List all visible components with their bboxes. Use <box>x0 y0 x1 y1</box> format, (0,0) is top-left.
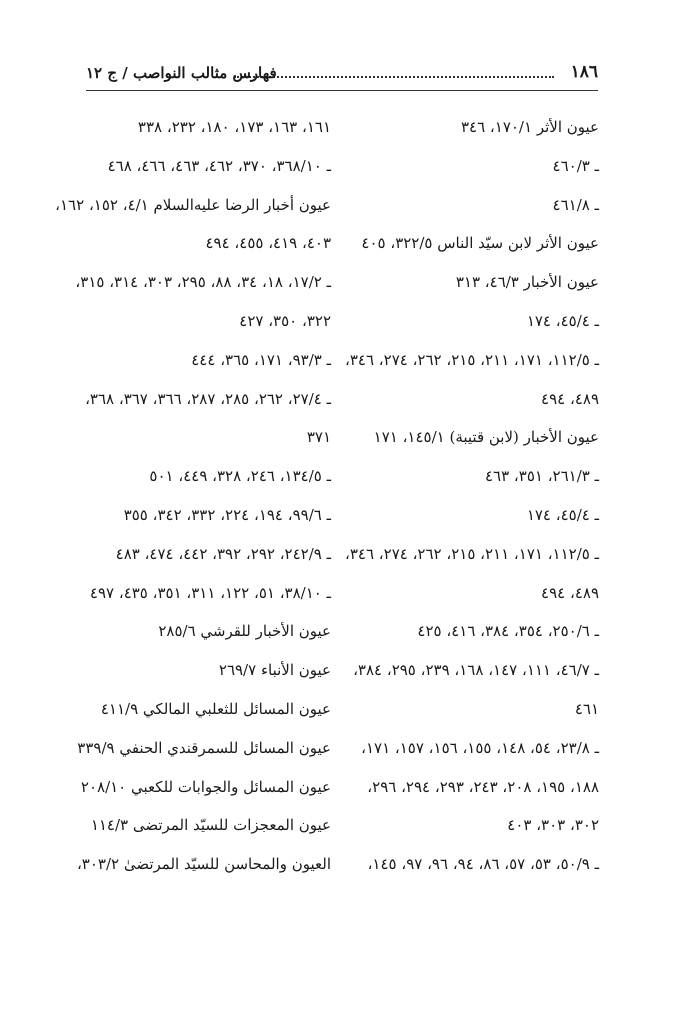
index-line: ٣٧١ <box>306 428 331 447</box>
header-rule <box>86 90 598 91</box>
index-line: ـ ١٣٤/٥، ٢٤٦، ٣٢٨، ٤٤٩، ٥٠١ <box>149 467 331 486</box>
index-line: عيون الأخبار (لابن قتيبة) ١٤٥/١، ١٧١ <box>373 428 599 447</box>
index-line: ـ ٢٥٠/٦، ٣٥٤، ٣٨٤، ٤١٦، ٤٢٥ <box>417 622 599 641</box>
index-line: ـ ٤٥/٤، ١٧٤ <box>526 311 599 330</box>
index-line: ـ ٣٦٨/١٠، ٣٧٠، ٤٦٢، ٤٦٣، ٤٦٦، ٤٦٨ <box>107 156 331 175</box>
index-line: ـ ٤٦/٧، ١١١، ١٤٧، ١٦٨، ٢٣٩، ٢٩٥، ٣٨٤، <box>353 661 599 680</box>
index-line: عيون أخبار الرضا عليه‌السلام ٤/١، ١٥٢، ١٦٢، <box>55 195 331 214</box>
index-line: ـ ٩٩/٦، ١٩٤، ٢٢٤، ٣٣٢، ٣٤٢، ٣٥٥ <box>123 505 331 524</box>
index-line: ٤٨٩، ٤٩٤ <box>541 583 599 602</box>
index-line: عيون المسائل للثعلبي المالكي ٤١١/٩ <box>100 699 331 718</box>
index-line: ـ ٢٣/٨، ٥٤، ١٤٨، ١٥٥، ١٥٦، ١٥٧، ١٧١، <box>361 738 599 757</box>
index-line: عيون الأثر ١٧٠/١، ٣٤٦ <box>460 118 599 136</box>
index-line: ـ ٥٠/٩، ٥٣، ٥٧، ٨٦، ٩٤، ٩٦، ٩٧، ١٤٥، <box>367 855 599 874</box>
index-line: ـ ١١٢/٥، ١٧١، ٢١١، ٢١٥، ٢٦٢، ٢٧٤، ٣٤٦، <box>345 350 599 369</box>
index-line: ١٨٨، ١٩٥، ٢٠٨، ٢٤٣، ٢٩٣، ٢٩٤، ٢٩٦، <box>367 777 599 796</box>
page-header <box>86 62 598 86</box>
index-line: العيون والمحاسن للسيّد المرتضىٰ ٣٠٣/٢، <box>76 855 331 874</box>
index-line: عيون المسائل للسمرقندي الحنفي ٣٣٩/٩ <box>77 738 331 757</box>
index-line: ـ ٩٣/٣، ١٧١، ٣٦٥، ٤٤٤ <box>191 350 331 369</box>
index-line: ٣٠٢، ٣٠٣، ٤٠٣ <box>507 816 599 835</box>
index-line: عيون الأخبار ٤٦/٣، ٣١٣ <box>455 273 599 292</box>
index-line: ٤٨٩، ٤٩٤ <box>541 389 599 408</box>
index-line: ١٦١، ١٦٣، ١٧٣، ١٨٠، ٢٣٢، ٣٣٨ <box>137 118 331 136</box>
index-line: ـ ٢٤٢/٩، ٢٩٢، ٣٩٢، ٤٤٢، ٤٧٤، ٤٨٣ <box>115 544 331 563</box>
index-line: ـ ٢٦١/٣، ٣٥١، ٤٦٣ <box>484 467 599 486</box>
index-line: عيون المسائل والجوابات للكعبي ٢٠٨/١٠ <box>80 777 331 796</box>
index-line: ـ ٣٨/١٠، ٥١، ١٢٢، ٣١١، ٣٥١، ٤٣٥، ٤٩٧ <box>89 583 331 602</box>
index-line: ـ ١١٢/٥، ١٧١، ٢١١، ٢١٥، ٢٦٢، ٢٧٤، ٣٤٦، <box>345 544 599 563</box>
header-dot-leader <box>234 76 554 78</box>
index-line: ـ ٤٦٠/٣ <box>552 156 599 175</box>
index-line: ٣٢٢، ٣٥٠، ٤٢٧ <box>239 311 331 330</box>
running-title: فهارس مثالب النواصب / ج ١٢ <box>86 64 277 82</box>
index-line: ٤٦١ <box>574 699 599 718</box>
index-line: عيون الأنباء ٢٦٩/٧ <box>218 661 331 680</box>
index-line: عيون المعجزات للسيّد المرتضى ١١٤/٣ <box>90 816 331 835</box>
index-column-right <box>345 108 599 884</box>
index-line: ـ ١٧/٢، ١٨، ٣٤، ٨٨، ٢٩٥، ٣٠٣، ٣١٤، ٣١٥، <box>75 273 331 292</box>
index-column-left <box>55 108 331 884</box>
index-line: ٤٠٣، ٤١٩، ٤٥٥، ٤٩٤ <box>205 234 331 253</box>
index-line: عيون الأثر لابن سيّد الناس ٣٢٢/٥، ٤٠٥ <box>361 234 599 253</box>
index-line: ـ ٤٥/٤، ١٧٤ <box>526 505 599 524</box>
index-line: ـ ٤٦١/٨ <box>552 195 599 214</box>
page-number: ١٨٦ <box>570 62 598 82</box>
index-line: ـ ٢٧/٤، ٢٦٢، ٢٨٥، ٢٨٧، ٣٦٦، ٣٦٧، ٣٦٨، <box>85 389 331 408</box>
index-line: عيون الأخبار للقرشي ٢٨٥/٦ <box>158 622 331 641</box>
